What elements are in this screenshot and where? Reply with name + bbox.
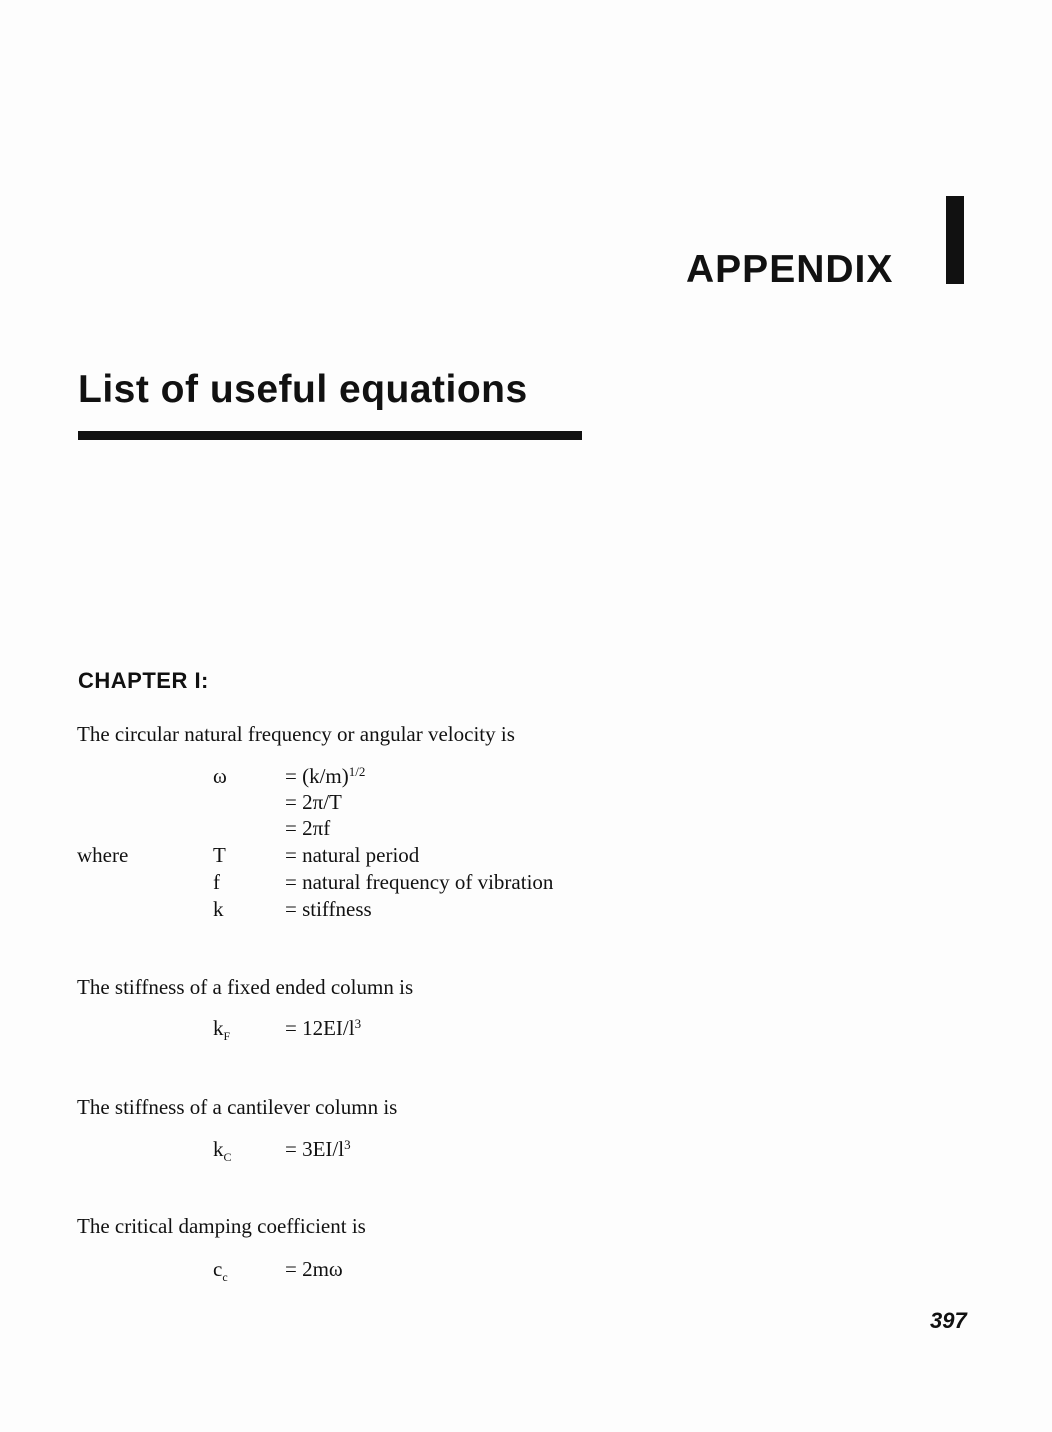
appendix-label: APPENDIX bbox=[686, 248, 894, 291]
def-symbol-period: T bbox=[213, 843, 226, 867]
def-symbol-stiffness: k bbox=[213, 897, 224, 921]
damping-subscript: c bbox=[222, 1270, 228, 1284]
fixed-stiffness-subscript: F bbox=[223, 1029, 231, 1043]
def-stiffness: = stiffness bbox=[285, 897, 372, 921]
where-label: where bbox=[77, 843, 129, 867]
fixed-stiffness-equation bbox=[285, 1015, 361, 1041]
omega-equation-2: = 2π/T bbox=[285, 790, 342, 814]
fixed-column-intro: The stiffness of a fixed ended column is bbox=[77, 975, 414, 999]
cantilever-stiffness-equation-base: = 3EI/l bbox=[285, 1137, 345, 1161]
chapter-heading: CHAPTER I: bbox=[78, 668, 209, 693]
fixed-stiffness-k: k bbox=[213, 1016, 224, 1040]
appendix-number-bar bbox=[946, 196, 964, 284]
def-symbol-frequency: f bbox=[213, 870, 220, 894]
omega-equation-3: = 2πf bbox=[285, 816, 331, 840]
omega-equation-1-exponent: 1/2 bbox=[348, 764, 366, 779]
title-rule bbox=[78, 431, 582, 440]
fixed-stiffness-exponent: 3 bbox=[354, 1016, 362, 1031]
def-period: = natural period bbox=[285, 843, 420, 867]
cantilever-column-intro: The stiffness of a cantilever column is bbox=[77, 1095, 398, 1119]
page-title: List of useful equations bbox=[78, 368, 528, 411]
omega-equation-1-base: = (k/m) bbox=[285, 764, 349, 788]
cantilever-stiffness-k: k bbox=[213, 1137, 224, 1161]
damping-symbol bbox=[213, 1256, 228, 1282]
cantilever-stiffness-equation bbox=[285, 1136, 351, 1162]
omega-equation-1 bbox=[285, 763, 365, 789]
omega-symbol: ω bbox=[213, 764, 227, 788]
cantilever-stiffness-symbol bbox=[213, 1136, 232, 1162]
damping-c: c bbox=[213, 1257, 223, 1281]
cantilever-stiffness-subscript: C bbox=[223, 1150, 232, 1164]
cantilever-stiffness-exponent: 3 bbox=[344, 1137, 351, 1152]
damping-intro: The critical damping coefficient is bbox=[77, 1214, 366, 1238]
fixed-stiffness-equation-base: = 12EI/l bbox=[285, 1016, 355, 1040]
circular-frequency-intro: The circular natural frequency or angular velocity is bbox=[77, 722, 515, 746]
fixed-stiffness-symbol bbox=[213, 1015, 230, 1041]
damping-equation: = 2mω bbox=[285, 1257, 343, 1281]
page-number: 397 bbox=[930, 1308, 967, 1333]
def-frequency: = natural frequency of vibration bbox=[285, 870, 554, 894]
